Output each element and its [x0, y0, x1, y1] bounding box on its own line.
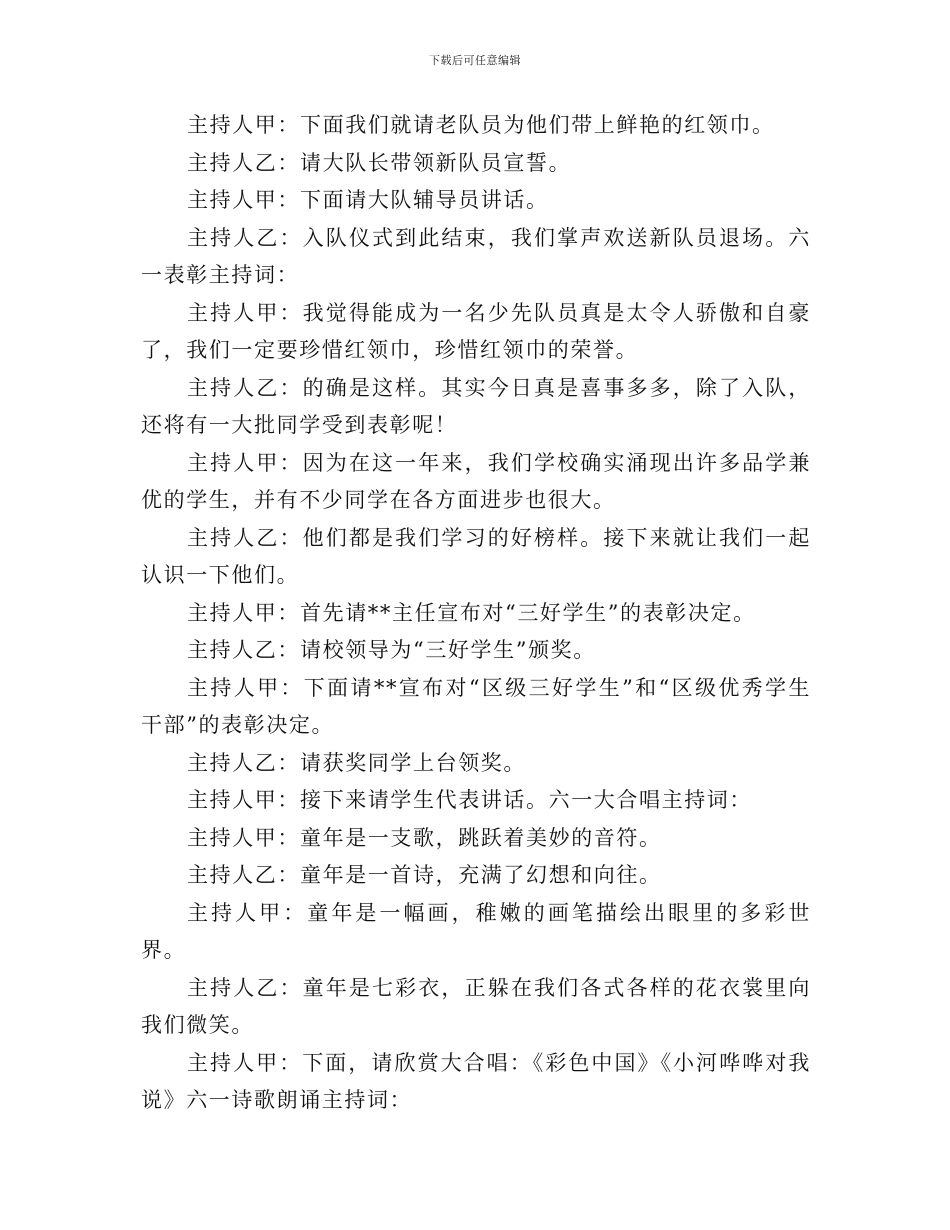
paragraph: 主持人乙：童年是七彩衣，正躲在我们各式各样的花衣裳里向我们微笑。 — [141, 975, 811, 1037]
paragraph: 主持人乙：请大队长带领新队员宣誓。 — [187, 150, 572, 175]
paragraph: 主持人乙：的确是这样。其实今日真是喜事多多，除了入队，还将有一大批同学受到表彰呢！ — [141, 375, 811, 437]
document-body — [141, 107, 811, 1120]
paragraph: 主持人甲：首先请**主任宣布对“三好学生”的表彰决定。 — [187, 600, 756, 625]
paragraph: 主持人甲：接下来请学生代表讲话。六一大合唱主持词： — [187, 788, 752, 812]
page-header: 下载后可任意编辑 — [429, 54, 521, 67]
paragraph: 主持人乙：请校领导为“三好学生”颁奖。 — [187, 638, 596, 662]
paragraph: 主持人甲：童年是一支歌，跳跃着美妙的音符。 — [187, 825, 662, 850]
paragraph: 主持人乙：童年是一首诗，充满了幻想和向往。 — [187, 863, 662, 887]
paragraph: 主持人甲：下面我们就请老队员为他们带上鲜艳的红领巾。 — [187, 113, 775, 137]
paragraph: 主持人乙：请获奖同学上台领奖。 — [187, 750, 526, 775]
paragraph: 主持人甲：下面，请欣赏大合唱：《彩色中国》《小河哗哗对我说》六一诗歌朗诵主持词： — [141, 1050, 811, 1112]
paragraph: 主持人乙：他们都是我们学习的好榜样。接下来就让我们一起认识一下他们。 — [141, 525, 811, 587]
paragraph: 主持人乙：入队仪式到此结束，我们掌声欢送新队员退场。六一表彰主持词： — [141, 225, 811, 287]
paragraph: 主持人甲：因为在这一年来，我们学校确实涌现出许多品学兼优的学生，并有不少同学在各方面进步也很大。 — [141, 450, 811, 512]
paragraph: 主持人甲：下面请**宣布对“区级三好学生”和“区级优秀学生干部”的表彰决定。 — [141, 675, 811, 737]
paragraph: 主持人甲：下面请大队辅导员讲话。 — [187, 188, 549, 212]
paragraph: 主持人甲：我觉得能成为一名少先队员真是太令人骄傲和自豪了，我们一定要珍惜红领巾，珍惜红领巾的荣誉。 — [141, 300, 811, 362]
paragraph: 主持人甲：童年是一幅画，稚嫩的画笔描绘出眼里的多彩世界。 — [141, 900, 811, 962]
